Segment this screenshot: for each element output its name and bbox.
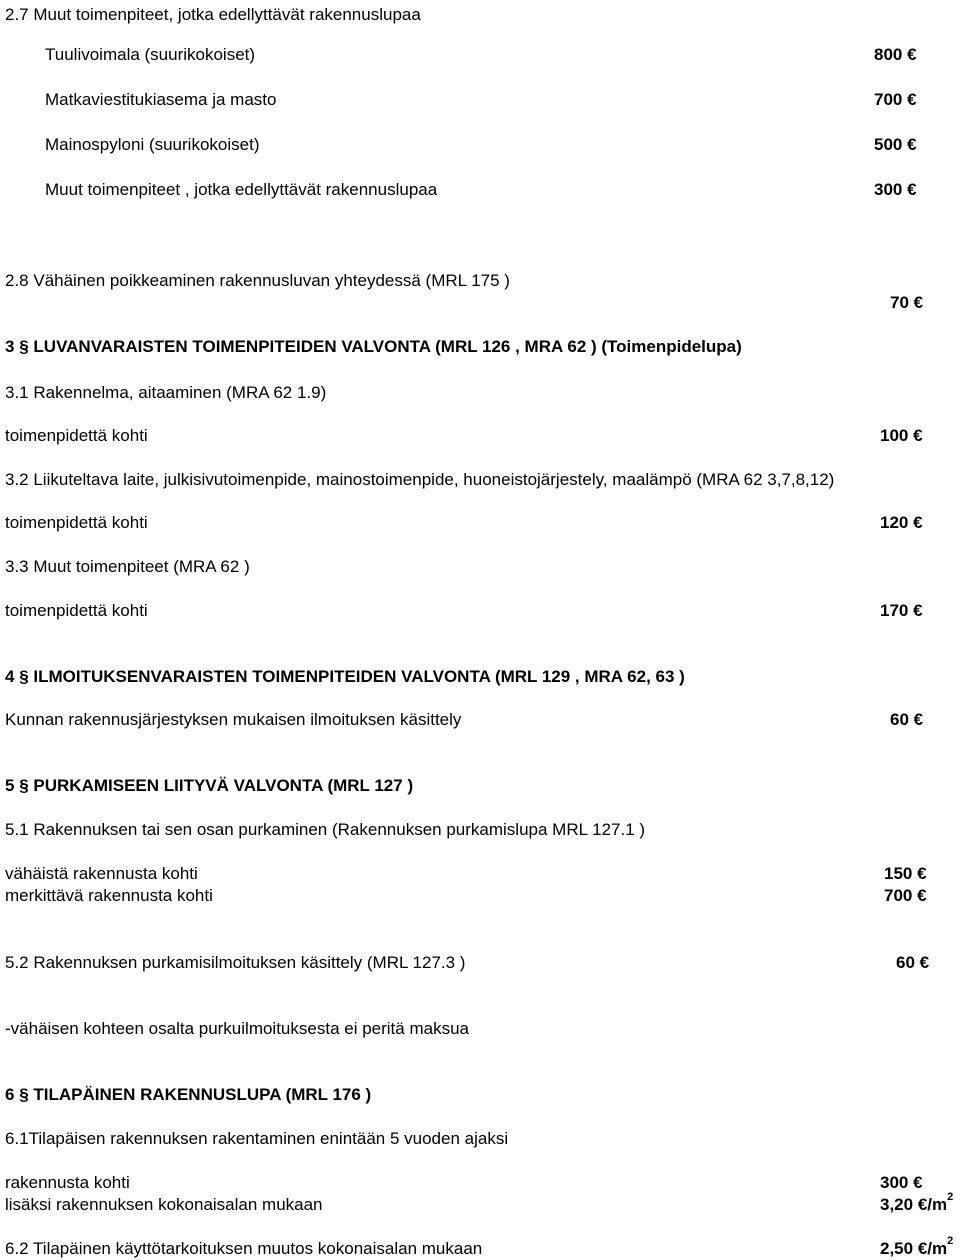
fee-price: 60 € bbox=[890, 710, 924, 729]
fee-label: lisäksi rakennuksen kokonaisalan mukaan bbox=[5, 1195, 323, 1214]
fee-price: 150 € bbox=[884, 864, 927, 883]
fee-price: 70 € bbox=[890, 293, 924, 312]
fee-price: 170 € bbox=[880, 601, 923, 620]
fee-price: 800 € bbox=[874, 45, 917, 64]
section-3-3-heading: 3.3 Muut toimenpiteet (MRA 62 ) bbox=[5, 557, 250, 576]
fee-price: 100 € bbox=[880, 426, 923, 445]
section-6-heading: 6 § TILAPÄINEN RAKENNUSLUPA (MRL 176 ) bbox=[5, 1085, 372, 1104]
note: -vähäisen kohteen osalta purkuilmoituksesta ei peritä maksua bbox=[5, 1019, 469, 1038]
fee-label: Kunnan rakennusjärjestyksen mukaisen ilmoituksen käsittely bbox=[5, 710, 462, 729]
fee-label: Mainospyloni (suurikokoiset) bbox=[45, 135, 260, 154]
fee-price: 300 € bbox=[874, 180, 917, 199]
fee-label: rakennusta kohti bbox=[5, 1173, 130, 1192]
section-2-8-heading: 2.8 Vähäinen poikkeaminen rakennusluvan yhteydessä (MRL 175 ) bbox=[5, 271, 510, 290]
fee-price: 120 € bbox=[880, 513, 923, 532]
section-3-2-heading: 3.2 Liikuteltava laite, julkisivutoimenpide, mainostoimenpide, huoneistojärjestely, maalämpö (MRA 62 3,7,8,12) bbox=[5, 470, 835, 489]
fee-label: merkittävä rakennusta kohti bbox=[5, 886, 213, 905]
section-5-heading: 5 § PURKAMISEEN LIITYVÄ VALVONTA (MRL 127 ) bbox=[5, 776, 414, 795]
fee-price: 700 € bbox=[874, 90, 917, 109]
fee-label: toimenpidettä kohti bbox=[5, 601, 148, 620]
fee-label: Tuulivoimala (suurikokoiset) bbox=[45, 45, 256, 64]
fee-label: Muut toimenpiteet , jotka edellyttävät rakennuslupaa bbox=[45, 180, 438, 199]
fee-label: 6.2 Tilapäinen käyttötarkoituksen muutos kokonaisalan mukaan bbox=[5, 1239, 483, 1258]
section-3-1-heading: 3.1 Rakennelma, aitaaminen (MRA 62 1.9) bbox=[5, 383, 327, 402]
fee-price: 3,20 $€/m^2$ bbox=[880, 1191, 954, 1214]
fee-label: toimenpidettä kohti bbox=[5, 426, 148, 445]
section-5-2-heading: 5.2 Rakennuksen purkamisilmoituksen käsittely (MRL 127.3 ) bbox=[5, 953, 466, 972]
fee-label: vähäistä rakennusta kohti bbox=[5, 864, 198, 883]
fee-price: 500 € bbox=[874, 135, 917, 154]
section-4-heading: 4 § ILMOITUKSENVARAISTEN TOIMENPITEIDEN VALVONTA (MRL 129 , MRA 62, 63 ) bbox=[5, 667, 685, 686]
fee-price: 60 € bbox=[896, 953, 930, 972]
section-6-1-heading: 6.1Tilapäisen rakennuksen rakentaminen enintään 5 vuoden ajaksi bbox=[5, 1129, 509, 1148]
fee-price: 2,50 $€/m^2$ bbox=[880, 1235, 954, 1258]
section-5-1-heading: 5.1 Rakennuksen tai sen osan purkaminen (Rakennuksen purkamislupa MRL 127.1 ) bbox=[5, 820, 646, 839]
fee-label: toimenpidettä kohti bbox=[5, 513, 148, 532]
fee-price: 300 € bbox=[880, 1173, 923, 1192]
fee-label: Matkaviestitukiasema ja masto bbox=[45, 90, 277, 109]
section-3-heading: 3 § LUVANVARAISTEN TOIMENPITEIDEN VALVONTA (MRL 126 , MRA 62 ) (Toimenpidelupa) bbox=[5, 337, 742, 356]
section-2-7-heading: 2.7 Muut toimenpiteet, jotka edellyttävät rakennuslupaa bbox=[5, 5, 421, 24]
fee-price: 700 € bbox=[884, 886, 927, 905]
